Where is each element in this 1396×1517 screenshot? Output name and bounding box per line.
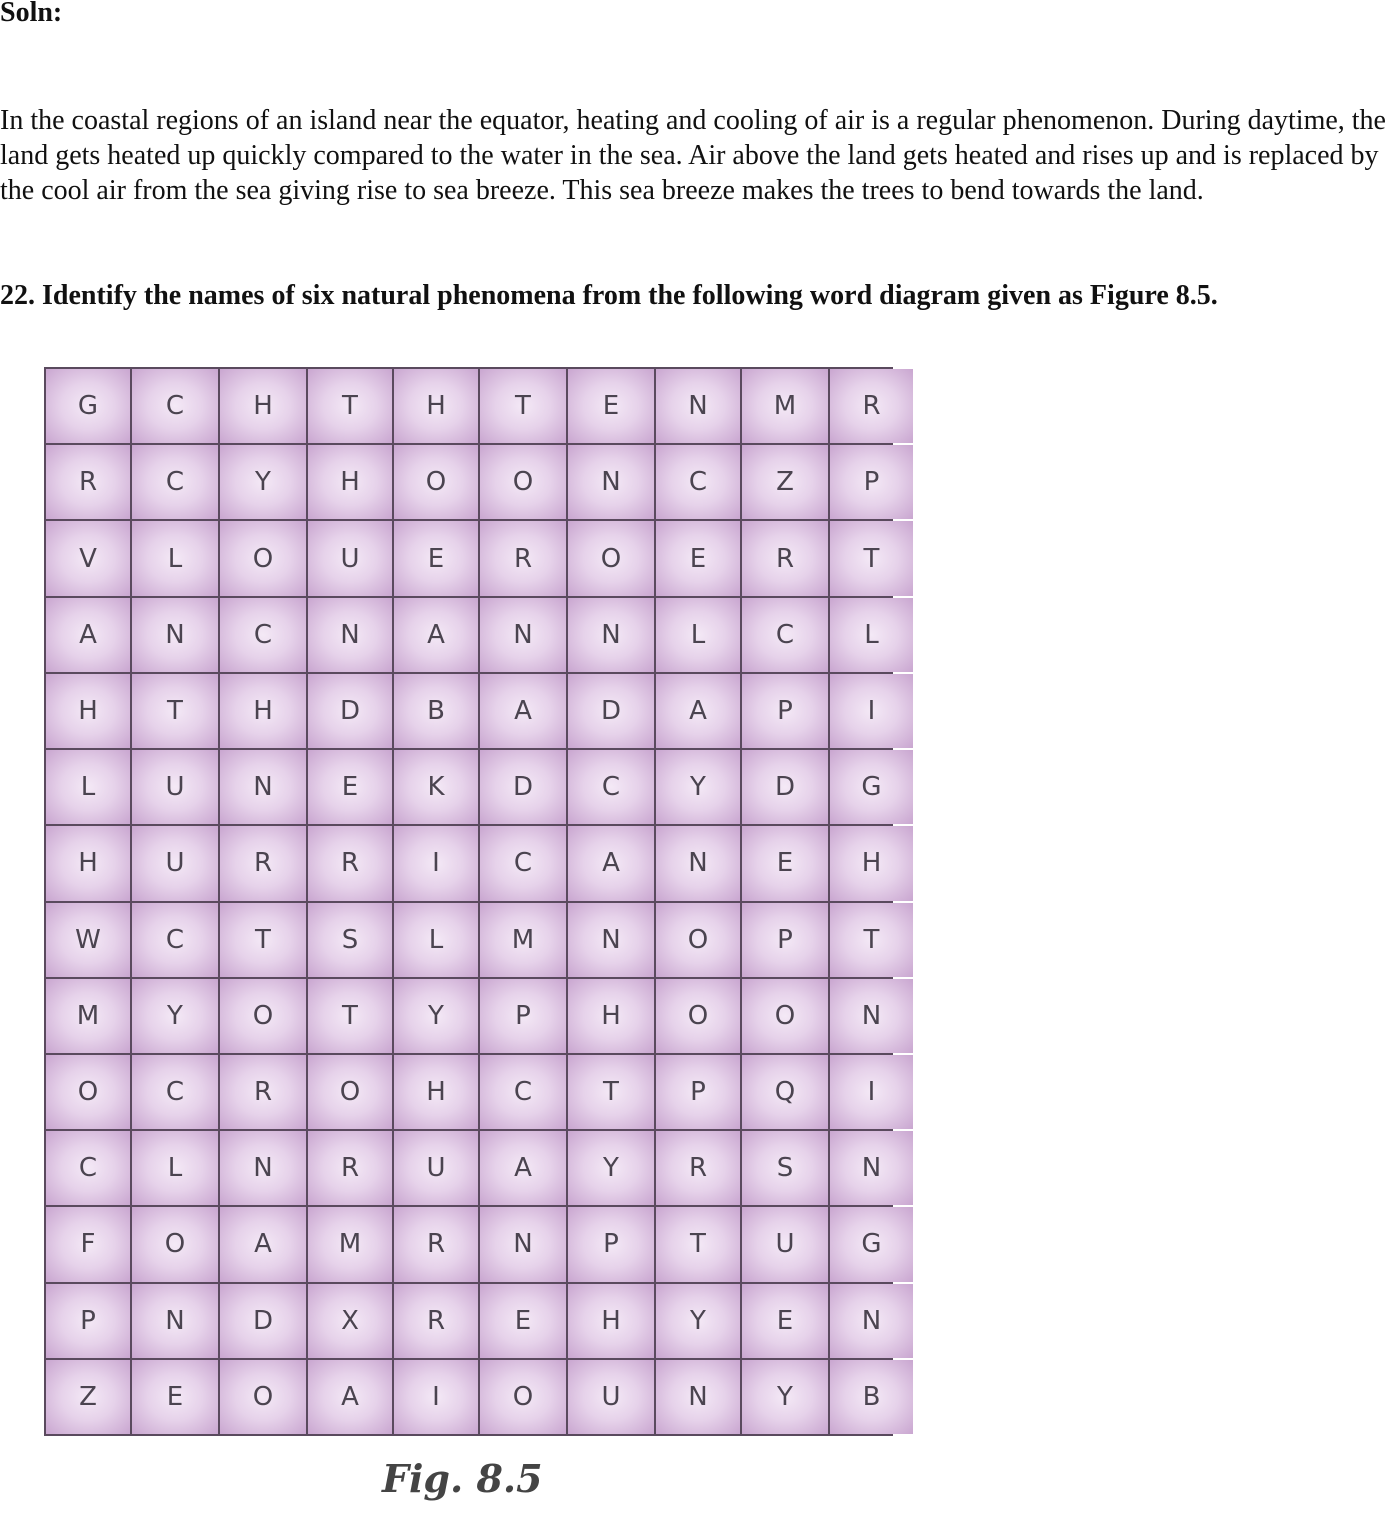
grid-cell: U xyxy=(394,1131,478,1205)
grid-cell: H xyxy=(568,979,654,1053)
grid-cell: Y xyxy=(220,445,306,519)
grid-cell: N xyxy=(220,750,306,824)
grid-cell: C xyxy=(480,1055,566,1129)
grid-cell: B xyxy=(830,1360,913,1434)
grid-cell: F xyxy=(46,1207,130,1281)
grid-cell: L xyxy=(132,1131,218,1205)
grid-cell: N xyxy=(656,1360,740,1434)
grid-cell: N xyxy=(132,598,218,672)
grid-cell: T xyxy=(308,979,392,1053)
grid-cell: T xyxy=(308,369,392,443)
grid-cell: E xyxy=(132,1360,218,1434)
grid-cell: U xyxy=(308,521,392,595)
grid-cell: W xyxy=(46,903,130,977)
grid-cell: H xyxy=(308,445,392,519)
grid-cell: U xyxy=(568,1360,654,1434)
grid-cell: D xyxy=(568,674,654,748)
grid-cell: T xyxy=(480,369,566,443)
grid-cell: O xyxy=(394,445,478,519)
grid-cell: N xyxy=(656,369,740,443)
grid-cell: I xyxy=(394,1360,478,1434)
grid-cell: I xyxy=(394,826,478,900)
grid-cell: N xyxy=(568,598,654,672)
explanation-paragraph: In the coastal regions of an island near the equator, heating and cooling of air is a regular phenomenon. During daytime, the land gets heated up quickly compared to the water in the sea. Air above the land gets heated and rises up and is replaced by the cool air from the sea giving rise to sea breeze. This sea breeze makes the trees to bend towards the land. xyxy=(0,105,1386,206)
grid-cell: G xyxy=(830,1207,913,1281)
grid-cell: Z xyxy=(46,1360,130,1434)
grid-cell: E xyxy=(308,750,392,824)
grid-cell: H xyxy=(394,369,478,443)
grid-cell: Y xyxy=(656,750,740,824)
grid-cell: N xyxy=(308,598,392,672)
grid-cell: E xyxy=(568,369,654,443)
grid-cell: P xyxy=(742,903,828,977)
grid-cell: C xyxy=(132,369,218,443)
grid-cell: Q xyxy=(742,1055,828,1129)
grid-cell: T xyxy=(830,903,913,977)
grid-cell: O xyxy=(656,979,740,1053)
grid-cell: Y xyxy=(656,1284,740,1358)
grid-cell: X xyxy=(308,1284,392,1358)
grid-cell: N xyxy=(480,598,566,672)
grid-cell: Y xyxy=(132,979,218,1053)
grid-cell: O xyxy=(46,1055,130,1129)
grid-cell: P xyxy=(568,1207,654,1281)
grid-cell: A xyxy=(656,674,740,748)
grid-cell: G xyxy=(46,369,130,443)
grid-cell: O xyxy=(220,979,306,1053)
grid-cell: K xyxy=(394,750,478,824)
solution-heading: Soln: xyxy=(0,0,63,28)
word-search-grid xyxy=(44,367,893,1436)
grid-cell: D xyxy=(308,674,392,748)
grid-cell: C xyxy=(132,445,218,519)
grid-cell: R xyxy=(394,1207,478,1281)
grid-cell: E xyxy=(656,521,740,595)
grid-cell: R xyxy=(308,1131,392,1205)
grid-cell: S xyxy=(308,903,392,977)
grid-cell: R xyxy=(220,826,306,900)
grid-cell: P xyxy=(46,1284,130,1358)
grid-cell: C xyxy=(220,598,306,672)
grid-cell: H xyxy=(46,826,130,900)
grid-cell: N xyxy=(656,826,740,900)
grid-cell: N xyxy=(830,979,913,1053)
grid-cell: M xyxy=(308,1207,392,1281)
grid-cell: H xyxy=(220,369,306,443)
grid-cell: C xyxy=(46,1131,130,1205)
grid-cell: U xyxy=(132,750,218,824)
grid-cell: L xyxy=(132,521,218,595)
grid-cell: Y xyxy=(394,979,478,1053)
grid-cell: L xyxy=(830,598,913,672)
grid-cell: I xyxy=(830,674,913,748)
grid-cell: O xyxy=(308,1055,392,1129)
grid-cell: L xyxy=(656,598,740,672)
grid-cell: C xyxy=(132,1055,218,1129)
grid-cell: C xyxy=(568,750,654,824)
grid-cell: C xyxy=(480,826,566,900)
grid-cell: U xyxy=(742,1207,828,1281)
grid-cell: P xyxy=(742,674,828,748)
grid-cell: S xyxy=(742,1131,828,1205)
grid-cell: O xyxy=(656,903,740,977)
grid-cell: A xyxy=(308,1360,392,1434)
grid-cell: R xyxy=(220,1055,306,1129)
grid-cell: E xyxy=(742,826,828,900)
grid-cell: C xyxy=(742,598,828,672)
grid-cell: A xyxy=(46,598,130,672)
grid-cell: D xyxy=(220,1284,306,1358)
grid-cell: H xyxy=(46,674,130,748)
grid-cell: H xyxy=(830,826,913,900)
grid-cell: A xyxy=(568,826,654,900)
grid-cell: O xyxy=(568,521,654,595)
grid-cell: G xyxy=(830,750,913,824)
figure-caption: Fig. 8.5 xyxy=(382,1456,543,1501)
grid-cell: N xyxy=(830,1131,913,1205)
grid-cell: E xyxy=(394,521,478,595)
grid-cell: M xyxy=(46,979,130,1053)
grid-cell: N xyxy=(568,445,654,519)
grid-cell: O xyxy=(132,1207,218,1281)
grid-cell: T xyxy=(132,674,218,748)
grid-cell: A xyxy=(480,674,566,748)
grid-cell: I xyxy=(830,1055,913,1129)
grid-cell: V xyxy=(46,521,130,595)
grid-cell: B xyxy=(394,674,478,748)
grid-cell: U xyxy=(132,826,218,900)
grid-cell: R xyxy=(46,445,130,519)
grid-cell: N xyxy=(480,1207,566,1281)
grid-cell: L xyxy=(394,903,478,977)
grid-cell: L xyxy=(46,750,130,824)
grid-cell: A xyxy=(394,598,478,672)
grid-cell: P xyxy=(656,1055,740,1129)
grid-cell: N xyxy=(132,1284,218,1358)
grid-cell: P xyxy=(480,979,566,1053)
grid-cell: D xyxy=(480,750,566,824)
grid-cell: A xyxy=(220,1207,306,1281)
grid-cell: D xyxy=(742,750,828,824)
grid-cell: C xyxy=(656,445,740,519)
grid-cell: O xyxy=(742,979,828,1053)
grid-cell: A xyxy=(480,1131,566,1205)
question-22: 22. Identify the names of six natural phenomena from the following word diagram given as Figure 8.5. xyxy=(0,280,1218,311)
grid-cell: O xyxy=(480,1360,566,1434)
grid-cell: R xyxy=(830,369,913,443)
grid-cell: H xyxy=(394,1055,478,1129)
grid-cell: E xyxy=(742,1284,828,1358)
grid-cell: R xyxy=(656,1131,740,1205)
grid-cell: T xyxy=(830,521,913,595)
grid-cell: T xyxy=(220,903,306,977)
grid-cell: Y xyxy=(742,1360,828,1434)
grid-cell: O xyxy=(480,445,566,519)
grid-cell: C xyxy=(132,903,218,977)
grid-cell: H xyxy=(568,1284,654,1358)
grid-cell: M xyxy=(742,369,828,443)
grid-cell: O xyxy=(220,521,306,595)
grid-cell: E xyxy=(480,1284,566,1358)
grid-cell: N xyxy=(568,903,654,977)
grid-cell: R xyxy=(394,1284,478,1358)
grid-cell: H xyxy=(220,674,306,748)
grid-cell: P xyxy=(830,445,913,519)
grid-cell: Z xyxy=(742,445,828,519)
grid-cell: M xyxy=(480,903,566,977)
grid-cell: T xyxy=(568,1055,654,1129)
grid-cell: Y xyxy=(568,1131,654,1205)
grid-cell: T xyxy=(656,1207,740,1281)
grid-cell: N xyxy=(220,1131,306,1205)
grid-cell: R xyxy=(308,826,392,900)
grid-cell: O xyxy=(220,1360,306,1434)
grid-cell: N xyxy=(830,1284,913,1358)
grid-cell: R xyxy=(480,521,566,595)
grid-cell: R xyxy=(742,521,828,595)
